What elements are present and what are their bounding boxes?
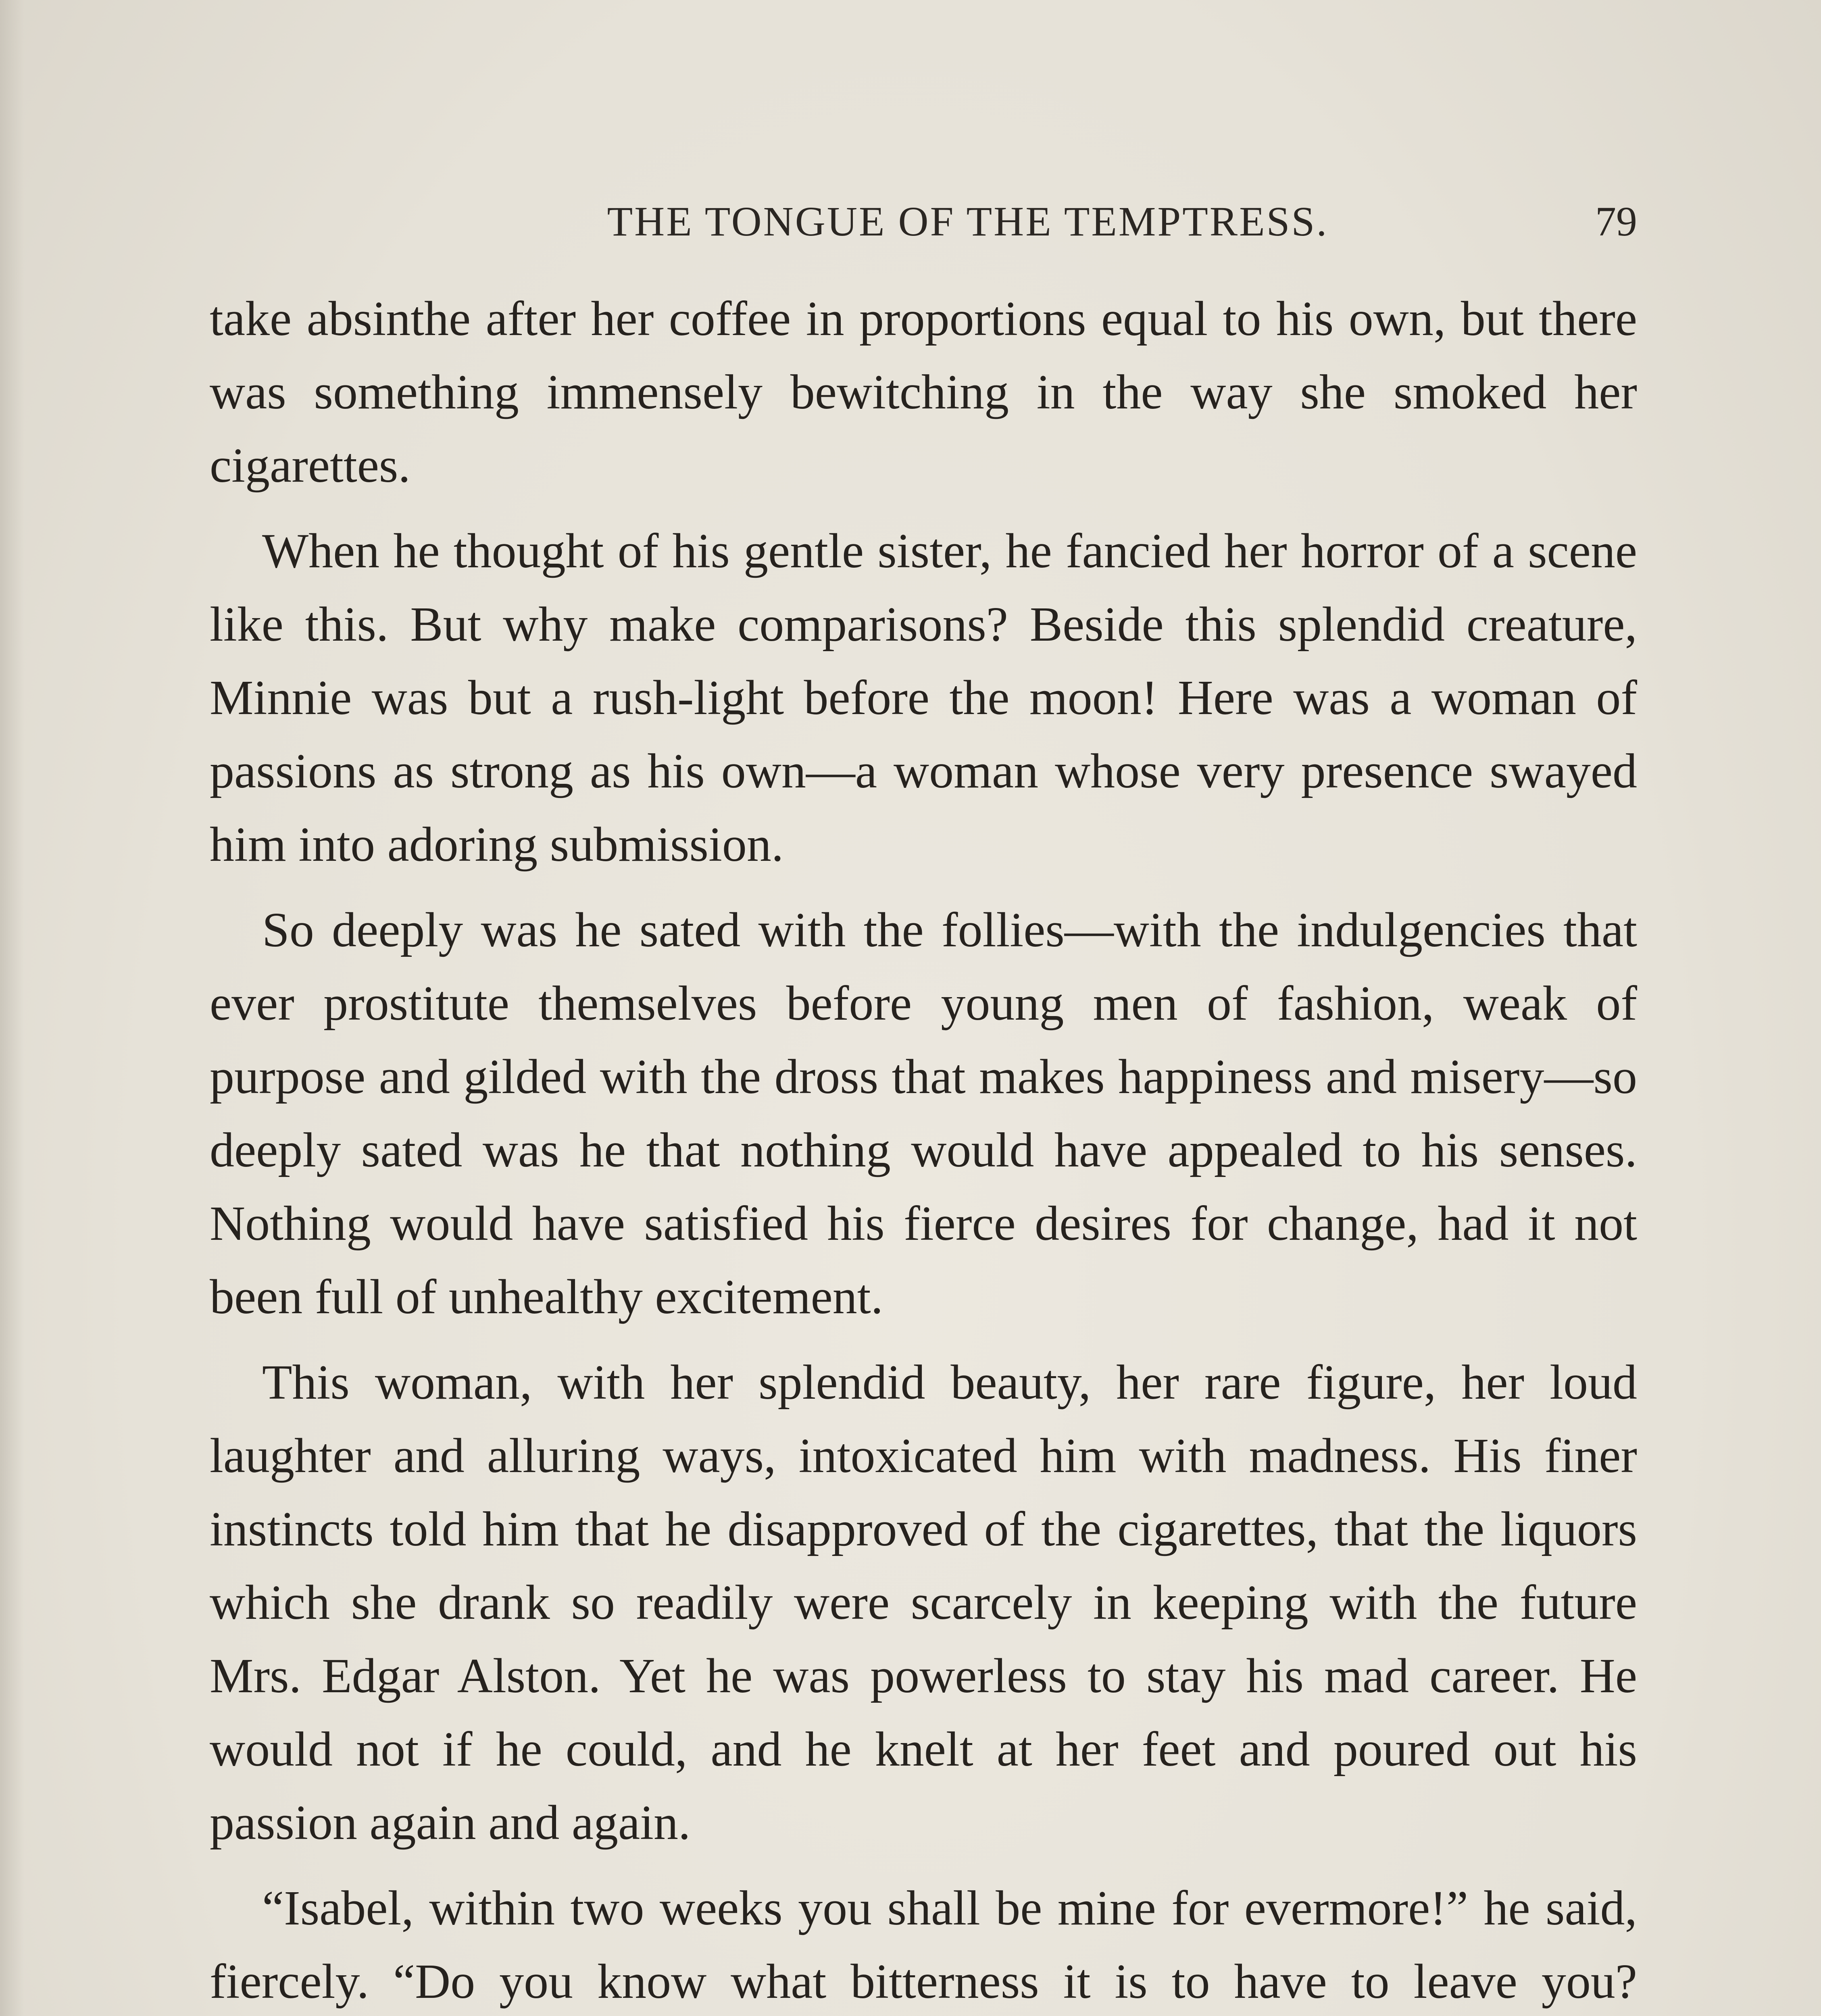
- page-number: 79: [1595, 198, 1637, 245]
- running-title: THE TONGUE OF THE TEMPTRESS.: [607, 198, 1329, 245]
- paragraph: This woman, with her splendid beauty, her rare figure, her loud laughter and alluring ways, intoxicated him with madness. His finer instincts told him that he disapproved of the cigarettes, that the liquors which she drank so readily were scarcely in keeping with the future Mrs. Edgar Alston. Yet he was powerless to stay his mad career. He would not if he could, and he knelt at her feet and poured out his passion again and again.: [210, 1355, 1637, 1850]
- page-spine-shadow: [0, 0, 24, 2016]
- body-text: [210, 282, 1637, 2016]
- paragraph: take absinthe after her coffee in proportions equal to his own, but there was something immensely bewitching in the way she smoked her cigarettes.: [210, 292, 1637, 493]
- running-header: [210, 190, 1637, 254]
- paragraph: When he thought of his gentle sister, he fancied her horror of a scene like this. But why make comparisons? Beside this splendid creature, Minnie was but a rush-light before the moon! Here was a woman of passions as strong as his own—a woman whose very presence swayed him into adoring submission.: [210, 524, 1637, 872]
- paragraph: So deeply was he sated with the follies—with the indulgencies that ever prostitute themselves before young men of fashion, weak of purpose and gilded with the dross that makes happiness and misery—so deeply sated was he that nothing would have appealed to his senses. Nothing would have satisfied his fierce desires for change, had it not been full of unhealthy excitement.: [210, 903, 1637, 1324]
- paragraph: “Isabel, within two weeks you shall be mine for evermore!” he said, fiercely. “Do you know what bitterness it is to have to leave you?: [210, 1881, 1637, 2009]
